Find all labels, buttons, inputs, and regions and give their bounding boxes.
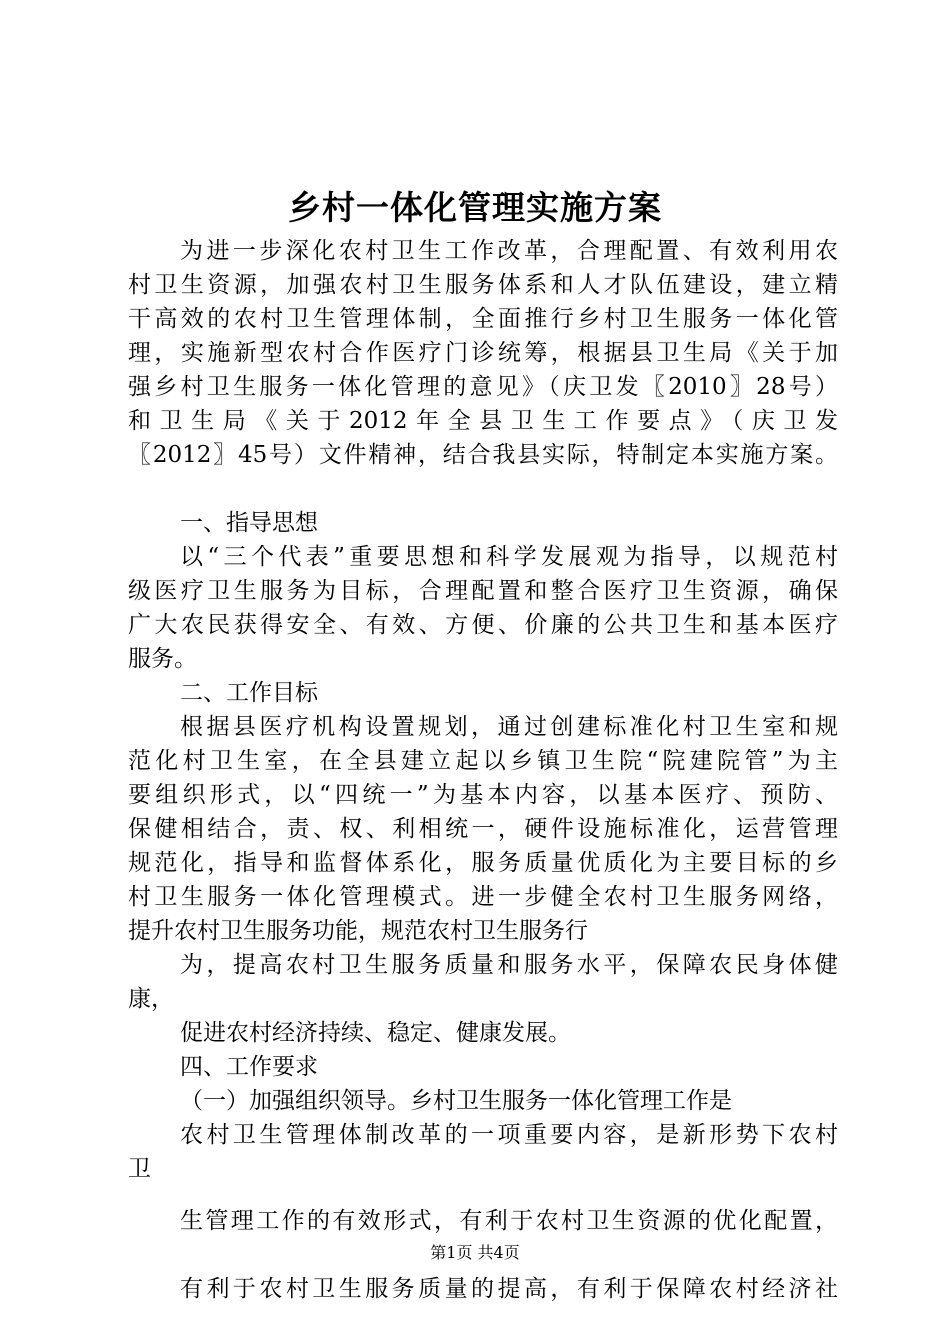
section2-line: 范化村卫生室，在全县建立起以乡镇卫生院“院建院管”为主 [128, 748, 838, 774]
section2-line: 根据县医疗机构设置规划，通过创建标准化村卫生室和规 [180, 714, 838, 740]
intro-line: 和卫生局《关于2012年全县卫生工作要点》（庆卫发 [128, 408, 838, 434]
section-heading-work-goals: 二、工作目标 [180, 680, 318, 706]
page-footer: 第1页 共4页 [430, 1243, 520, 1262]
section2-line: 规范化，指导和监督体系化，服务质量优质化为主要目标的乡 [128, 850, 838, 876]
section1-line: 以“三个代表”重要思想和科学发展观为指导，以规范村 [180, 544, 838, 570]
intro-line: 强乡村卫生服务一体化管理的意见》（庆卫发〖2010〗28号） [128, 374, 838, 400]
section2-line: 保健相结合，责、权、利相统一，硬件设施标准化，运营管理 [128, 816, 838, 842]
intro-line: 干高效的农村卫生管理体制，全面推行乡村卫生服务一体化管 [128, 306, 838, 332]
intro-line: 理，实施新型农村合作医疗门诊统筹，根据县卫生局《关于加 [128, 340, 838, 366]
section4-subheading: （一）加强组织领导。乡村卫生服务一体化管理工作是 [180, 1088, 732, 1114]
section2-line: 康， [128, 986, 174, 1012]
section-heading-guiding-ideology: 一、指导思想 [180, 510, 318, 536]
section4-line: 农村卫生管理体制改革的一项重要内容，是新形势下农村 [180, 1122, 838, 1148]
intro-line: 为进一步深化农村卫生工作改革，合理配置、有效利用农 [180, 238, 838, 264]
section2-line: 提升农村卫生服务功能，规范农村卫生服务行 [128, 918, 588, 944]
section2-line: 为，提高农村卫生服务质量和服务水平，保障农民身体健 [180, 952, 838, 978]
intro-line: 〖2012〗45号）文件精神，结合我县实际，特制定本实施方案。 [128, 442, 838, 468]
section2-line: 要组织形式，以“四统一”为基本内容，以基本医疗、预防、 [128, 782, 838, 808]
section2-line: 村卫生服务一体化管理模式。进一步健全农村卫生服务网络， [128, 884, 838, 910]
section1-line: 级医疗卫生服务为目标，合理配置和整合医疗卫生资源，确保 [128, 578, 838, 604]
section-heading-work-requirements: 四、工作要求 [180, 1054, 318, 1080]
document-body [128, 234, 838, 1306]
section4-line: 卫 [128, 1156, 151, 1182]
section4-line: 生管理工作的有效形式，有利于农村卫生资源的优化配置， [180, 1208, 838, 1234]
intro-line: 村卫生资源，加强农村卫生服务体系和人才队伍建设，建立精 [128, 272, 838, 298]
section4-line: 有利于农村卫生服务质量的提高，有利于保障农村经济社 [180, 1276, 838, 1302]
section1-line: 广大农民获得安全、有效、方便、价廉的公共卫生和基本医疗 [128, 612, 838, 638]
document-title: 乡村一体化管理实施方案 [288, 188, 662, 227]
section2-line: 促进农村经济持续、稳定、健康发展。 [180, 1020, 571, 1046]
section1-line: 服务。 [128, 646, 197, 672]
